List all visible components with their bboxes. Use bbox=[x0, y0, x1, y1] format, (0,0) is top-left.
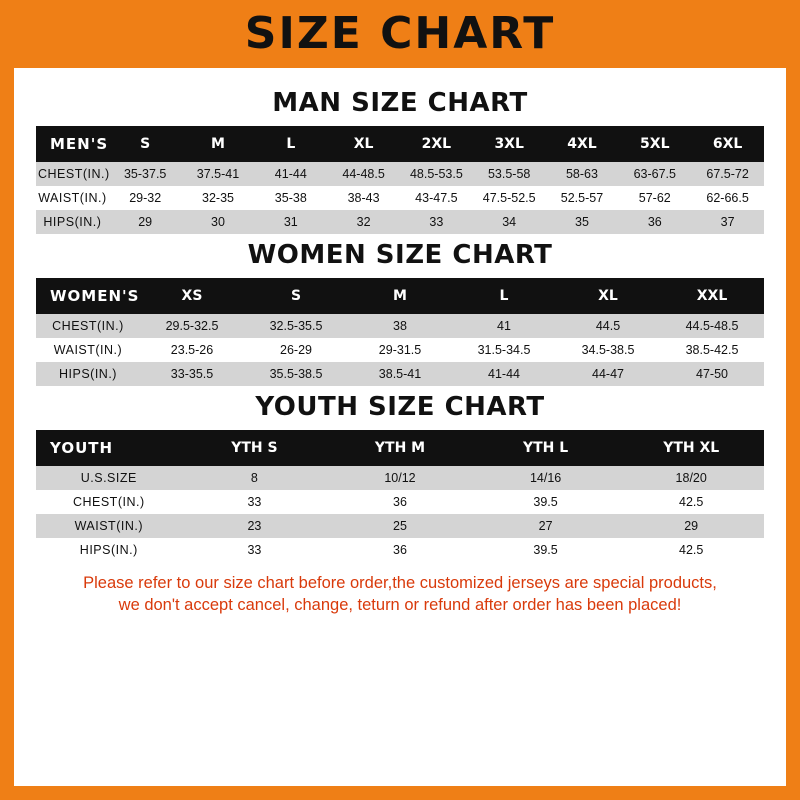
row-label: CHEST(IN.) bbox=[52, 319, 124, 333]
table-cell: 38-43 bbox=[347, 191, 380, 205]
table-cell: 29 bbox=[138, 215, 153, 229]
table-header-cell: YTH XL bbox=[663, 440, 720, 456]
table-header-cell: YOUTH bbox=[50, 439, 114, 457]
table-cell: 34 bbox=[502, 215, 517, 229]
row-label: CHEST(IN.) bbox=[38, 167, 110, 181]
table-cell: 37 bbox=[720, 215, 735, 229]
footnote-line-1: Please refer to our size chart before order,the customized jerseys are special products, bbox=[83, 574, 717, 592]
table-header-row bbox=[36, 430, 764, 466]
row-label: WAIST(IN.) bbox=[38, 191, 107, 205]
table-cell: 41 bbox=[497, 319, 511, 333]
women-section-title: WOMEN SIZE CHART bbox=[247, 240, 553, 270]
table-row bbox=[36, 210, 764, 234]
table-header-cell: XL bbox=[598, 288, 618, 304]
table-header-cell: YTH L bbox=[522, 440, 569, 456]
header-banner bbox=[14, 0, 786, 68]
table-header-cell: M bbox=[211, 136, 225, 152]
row-label: CHEST(IN.) bbox=[72, 495, 145, 509]
table-cell: 41-44 bbox=[274, 167, 307, 181]
table-row bbox=[36, 314, 764, 338]
table-header-cell: XS bbox=[181, 288, 203, 304]
table-cell: 52.5-57 bbox=[560, 191, 604, 205]
table-cell: 57-62 bbox=[638, 191, 671, 205]
table-cell: 44-48.5 bbox=[342, 167, 385, 181]
table-cell: 30 bbox=[211, 215, 225, 229]
table-cell: 44-47 bbox=[592, 367, 624, 381]
table-row bbox=[36, 362, 764, 386]
table-cell: 43-47.5 bbox=[415, 191, 458, 205]
table-cell: 41-44 bbox=[488, 367, 520, 381]
table-cell: 18/20 bbox=[675, 471, 707, 485]
table-cell: 23.5-26 bbox=[170, 343, 214, 357]
table-header-cell: WOMEN'S bbox=[50, 287, 140, 305]
table-cell: 63-67.5 bbox=[633, 167, 676, 181]
youth-section-title: YOUTH SIZE CHART bbox=[255, 392, 545, 422]
table-cell: 32 bbox=[356, 215, 371, 229]
table-header-cell: 3XL bbox=[494, 136, 524, 152]
table-row bbox=[36, 338, 764, 362]
table-cell: 29 bbox=[684, 519, 699, 533]
row-label: WAIST(IN.) bbox=[74, 519, 143, 533]
table-header-cell: S bbox=[290, 288, 302, 304]
table-cell: 37.5-41 bbox=[196, 167, 240, 181]
table-row bbox=[36, 514, 764, 538]
table-cell: 31.5-34.5 bbox=[477, 343, 531, 357]
table-cell: 38.5-42.5 bbox=[685, 343, 739, 357]
page-title: SIZE CHART bbox=[244, 8, 556, 59]
table-header-cell: L bbox=[286, 136, 296, 152]
table-cell: 44.5-48.5 bbox=[685, 319, 739, 333]
row-label: U.S.SIZE bbox=[80, 471, 137, 485]
table-cell: 33-35.5 bbox=[170, 367, 214, 381]
table-cell: 36 bbox=[393, 543, 407, 557]
table-header-cell: XL bbox=[353, 136, 374, 152]
footnote bbox=[36, 562, 764, 621]
table-cell: 33 bbox=[247, 543, 262, 557]
man-size-chart bbox=[36, 126, 764, 234]
table-cell: 14/16 bbox=[529, 471, 562, 485]
man-section-title: MAN SIZE CHART bbox=[272, 88, 528, 118]
table-cell: 8 bbox=[250, 471, 258, 485]
table-row bbox=[36, 186, 764, 210]
table-cell: 67.5-72 bbox=[706, 167, 749, 181]
table-cell: 62-66.5 bbox=[706, 191, 749, 205]
table-cell: 31 bbox=[283, 215, 298, 229]
table-row bbox=[36, 466, 764, 490]
row-label: HIPS(IN.) bbox=[79, 543, 138, 557]
table-header-cell: 6XL bbox=[712, 136, 743, 152]
table-header-cell: XXL bbox=[696, 288, 728, 304]
table-cell: 58-63 bbox=[565, 167, 598, 181]
table-cell: 26-29 bbox=[280, 343, 312, 357]
row-label: HIPS(IN.) bbox=[43, 215, 102, 229]
table-cell: 23 bbox=[247, 519, 262, 533]
table-cell: 47-50 bbox=[696, 367, 728, 381]
table-header-cell: M bbox=[393, 288, 407, 304]
youth-size-chart bbox=[36, 430, 764, 562]
table-cell: 39.5 bbox=[533, 543, 558, 557]
table-header-cell: YTH S bbox=[231, 440, 278, 456]
table-cell: 33 bbox=[429, 215, 444, 229]
table-row bbox=[36, 538, 764, 562]
table-cell: 42.5 bbox=[679, 543, 704, 557]
table-cell: 33 bbox=[247, 495, 262, 509]
table-cell: 48.5-53.5 bbox=[409, 167, 463, 181]
table-cell: 38.5-41 bbox=[378, 367, 422, 381]
table-row bbox=[36, 490, 764, 514]
table-row bbox=[36, 162, 764, 186]
table-cell: 25 bbox=[393, 519, 407, 533]
table-cell: 42.5 bbox=[679, 495, 704, 509]
table-header-row bbox=[36, 126, 764, 162]
table-cell: 44.5 bbox=[595, 319, 621, 333]
table-cell: 35-37.5 bbox=[123, 167, 167, 181]
table-header-cell: S bbox=[140, 136, 151, 152]
table-cell: 47.5-52.5 bbox=[482, 191, 536, 205]
table-header-cell: 2XL bbox=[421, 136, 452, 152]
row-label: WAIST(IN.) bbox=[53, 343, 123, 357]
table-header-cell: 5XL bbox=[640, 136, 670, 152]
women-size-chart bbox=[36, 278, 764, 386]
table-cell: 36 bbox=[647, 215, 662, 229]
content-area bbox=[14, 68, 786, 786]
table-header-cell: L bbox=[499, 288, 509, 304]
table-cell: 32.5-35.5 bbox=[269, 319, 323, 333]
table-cell: 29-31.5 bbox=[378, 343, 422, 357]
table-cell: 27 bbox=[538, 519, 553, 533]
table-cell: 29.5-32.5 bbox=[165, 319, 219, 333]
footnote-line-2: we don't accept cancel, change, teturn or refund after order has been placed! bbox=[118, 596, 682, 615]
table-cell: 35-38 bbox=[274, 191, 307, 205]
table-cell: 39.5 bbox=[533, 495, 558, 509]
row-label: HIPS(IN.) bbox=[59, 367, 117, 381]
table-cell: 53.5-58 bbox=[487, 167, 531, 181]
table-cell: 35.5-38.5 bbox=[269, 367, 323, 381]
table-cell: 34.5-38.5 bbox=[581, 343, 635, 357]
table-header-row bbox=[36, 278, 764, 314]
table-header-cell: 4XL bbox=[567, 136, 597, 152]
table-cell: 36 bbox=[393, 495, 407, 509]
table-cell: 10/12 bbox=[384, 471, 416, 485]
table-header-cell: MEN'S bbox=[50, 135, 109, 153]
table-header-cell: YTH M bbox=[374, 440, 426, 456]
table-cell: 29-32 bbox=[129, 191, 162, 205]
table-cell: 35 bbox=[575, 215, 589, 229]
table-cell: 38 bbox=[393, 319, 407, 333]
table-cell: 32-35 bbox=[202, 191, 234, 205]
